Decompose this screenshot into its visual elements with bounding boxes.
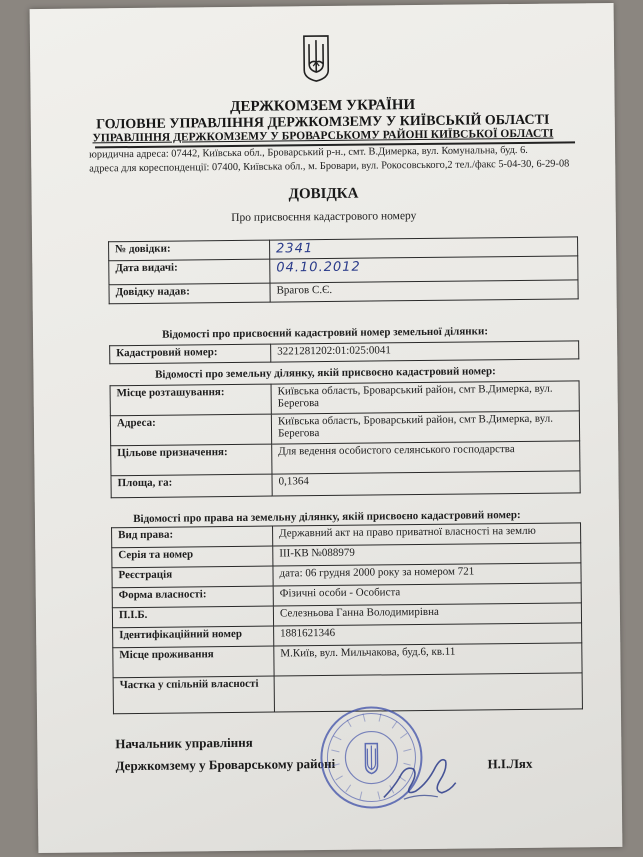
number-label: № довідки:: [109, 240, 270, 261]
signer-title-line2: Держкомзему у Броварському районі: [115, 755, 336, 774]
table-row: [110, 341, 579, 364]
org-name-3: УПРАВЛІННЯ ДЕРЖКОМЗЕМУ У БРОВАРСЬКОМУ РАЙОНІ КИЇВСЬКОЇ ОБЛАСТІ: [92, 127, 554, 145]
mail-address: адреса для кореспонденції: 07400, Київська обл., м. Бровари, вул. Рокосовського,2 тел./факс 5-04-30, 6-29-08: [89, 158, 570, 175]
rights-label: Форма власності:: [112, 586, 273, 608]
issuer-value: Врагов С.Є.: [270, 280, 578, 302]
plot-table: [110, 380, 581, 498]
plot-label: Площа, га:: [111, 474, 272, 498]
trident-emblem-icon: [302, 32, 331, 82]
plot-label: Місце розташування:: [110, 384, 271, 416]
org-name-1: ДЕРЖКОМЗЕМ УКРАЇНИ: [230, 97, 416, 115]
rights-label: П.І.Б.: [112, 606, 273, 628]
issuer-label: Довідку надав:: [109, 283, 270, 304]
rights-value: М.Київ, вул. Мильчакова, буд.6, кв.11: [274, 643, 582, 676]
rights-value: Державний акт на право приватної власності на землю: [273, 523, 581, 546]
plot-label: Цільове призначення:: [111, 444, 272, 476]
rights-section-heading: Відомості про права на земельну ділянку, якій присвоєно кадастровий номер:: [133, 508, 521, 526]
rights-value: 1881621346: [274, 623, 582, 646]
document-title: ДОВІДКА: [288, 185, 359, 203]
handwritten-date: 04.10.2012: [276, 259, 361, 276]
cadastral-label: Кадастровий номер:: [110, 344, 271, 364]
table-row: [110, 381, 579, 416]
cadastral-value: 3221281202:01:025:0041: [271, 341, 579, 362]
rights-value: Фізичні особи - Особиста: [273, 583, 581, 606]
plot-value: Для ведення особистого селянського господарства: [272, 441, 580, 474]
rights-label: Ідентифікаційний номер: [113, 626, 274, 648]
table-row: [113, 643, 582, 678]
date-value: [270, 256, 578, 283]
table-row: [109, 280, 578, 304]
table-row: [111, 441, 580, 476]
table-row: [110, 411, 579, 446]
rights-label: Частка у спільній власності: [113, 676, 274, 714]
handwritten-signature-icon: [379, 747, 460, 808]
cadastral-table: [109, 340, 579, 364]
document-sheet: [30, 3, 623, 853]
date-label: Дата видачі:: [109, 259, 270, 285]
rights-value: Селезньова Ганна Володимирівна: [273, 603, 581, 626]
table-row: [111, 471, 580, 498]
plot-value: Київська область, Броварський район, смт В.Димерка, вул. Берегова: [271, 381, 579, 414]
plot-label: Адреса:: [110, 414, 271, 446]
rights-value: дата: 06 грудня 2000 року за номером 721: [273, 563, 581, 586]
legal-address: юридична адреса: 07442, Київська обл., Броварський р-н., смт. В.Димерка, вул. Комунальна, буд. 6.: [89, 144, 528, 161]
cadastral-section-heading: Відомості про присвоєний кадастровий номер земельної ділянки:: [161, 325, 489, 341]
meta-table: [108, 236, 579, 304]
rights-label: Місце проживання: [113, 646, 274, 678]
rights-label: Вид права:: [112, 526, 273, 548]
plot-section-heading: Відомості про земельну ділянку, якій присвоєно кадастровий номер:: [154, 365, 496, 381]
rights-value: ІІІ-КВ №088979: [273, 543, 581, 566]
handwritten-number: 2341: [276, 241, 314, 257]
plot-value: Київська область, Броварський район, смт В.Димерка, вул. Берегова: [271, 411, 579, 444]
rights-table: [111, 522, 583, 714]
rights-label: Серія та номер: [112, 546, 273, 568]
signer-name: Н.І.Лях: [487, 755, 533, 772]
plot-value: 0,1364: [272, 471, 580, 496]
org-name-2: ГОЛОВНЕ УПРАВЛІННЯ ДЕРЖКОМЗЕМУ У КИЇВСЬКІЙ ОБЛАСТІ: [96, 112, 550, 133]
rights-label: Реєстрація: [112, 566, 273, 588]
signer-title-line1: Начальник управління: [115, 734, 253, 752]
document-subtitle: Про присвоєння кадастрового номеру: [231, 210, 417, 224]
